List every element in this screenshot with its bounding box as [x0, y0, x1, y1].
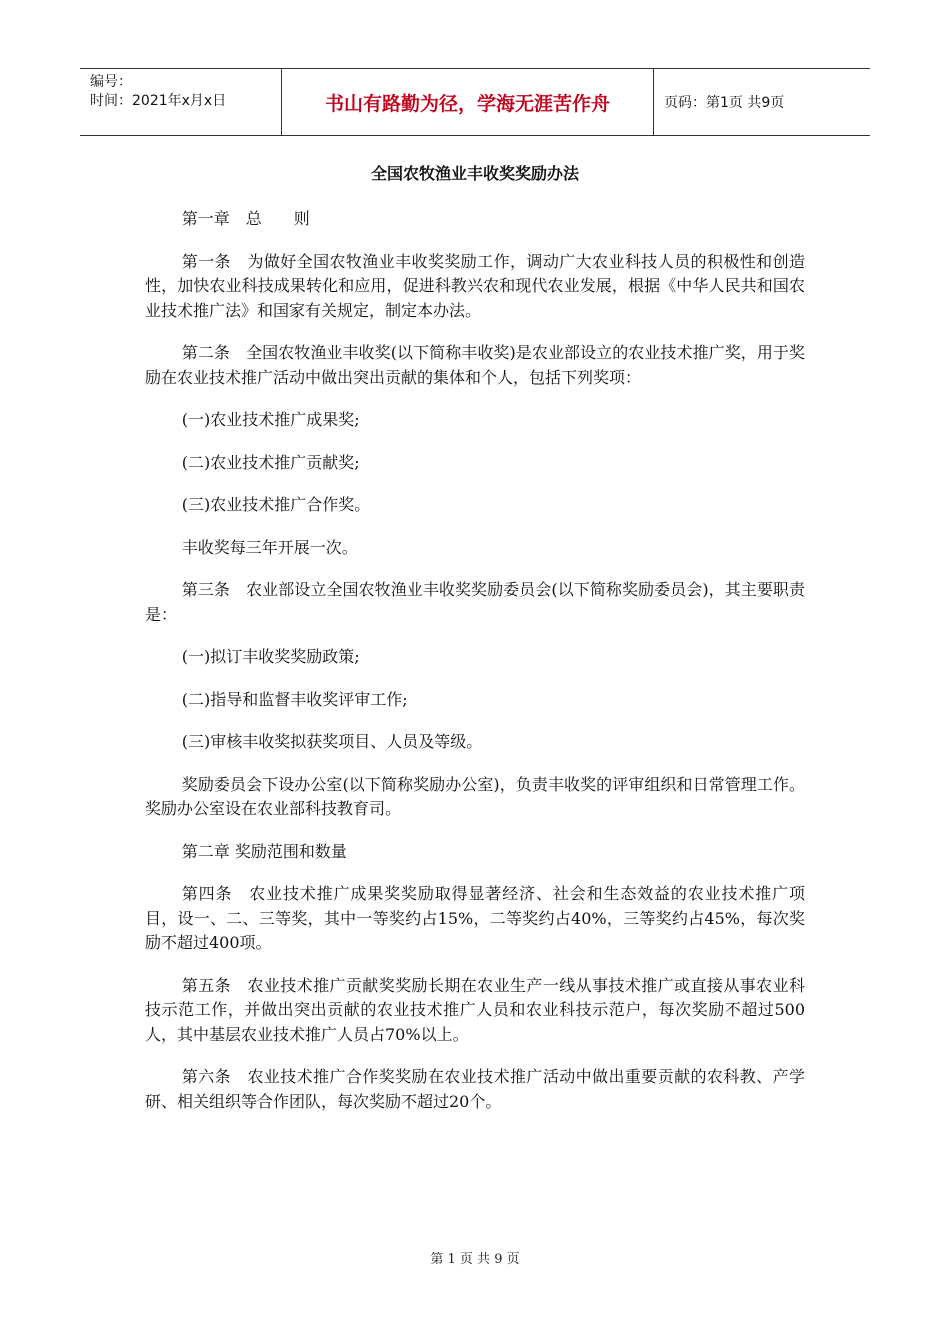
paragraph: 奖励委员会下设办公室(以下简称奖励办公室)，负责丰收奖的评审组织和日常管理工作。奖励办公室设在农业部科技教育司。 — [145, 774, 805, 818]
paragraph: 丰收奖每三年开展一次。 — [181, 537, 358, 557]
paragraph: 第一章 总 则 — [181, 209, 310, 228]
number-label: 编号： — [90, 74, 132, 90]
paragraph: 第二章 奖励范围和数量 — [181, 841, 347, 861]
paragraph: 第四条 农业技术推广成果奖奖励取得显著经济、社会和生态效益的农业技术推广项目，设一、二、三等奖，其中一等奖约占15%，二等奖约占40%，三等奖约占45%，每次奖励不超过400项。 — [145, 884, 805, 952]
paragraph: 第六条 农业技术推广合作奖奖励在农业技术推广活动中做出重要贡献的农科教、产学研、相关组织等合作团队，每次奖励不超过20个。 — [145, 1067, 805, 1111]
paragraph: (一)拟订丰收奖奖励政策; — [181, 647, 360, 666]
paragraph: (三)农业技术推广合作奖。 — [181, 495, 371, 514]
paragraph: (二)农业技术推广贡献奖; — [181, 452, 360, 472]
header-meta-cell — [80, 69, 282, 135]
paragraph: (三)审核丰收奖拟获奖项目、人员及等级。 — [181, 732, 483, 751]
paragraph: 第一条 为做好全国农牧渔业丰收奖奖励工作，调动广大农业科技人员的积极性和创造性，加快农业科技成果转化和应用，促进科教兴农和现代农业发展，根据《中华人民共和国农业技术推广法》和国家有关规定，制定本办法。 — [145, 251, 805, 320]
paragraph: 第二条 全国农牧渔业丰收奖(以下简称丰收奖)是农业部设立的农业技术推广奖，用于奖励在农业技术推广活动中做出突出贡献的集体和个人，包括下列奖项： — [145, 343, 805, 387]
document-header — [80, 68, 870, 136]
paragraph: (一)农业技术推广成果奖; — [181, 410, 360, 429]
paragraph: 第五条 农业技术推广贡献奖奖励长期在农业生产一线从事技术推广或直接从事农业科技示范工作，并做出突出贡献的农业技术推广人员和农业科技示范户，每次奖励不超过500人，其中基层农业技术推广人员占70%以上。 — [145, 975, 805, 1044]
header-page-info: 页码：第1页 共9页 — [664, 95, 785, 111]
page-footer: 第 1 页 共 9 页 — [430, 1252, 520, 1267]
header-motto: 书山有路勤为径，学海无涯苦作舟 — [282, 69, 654, 135]
document-title: 全国农牧渔业丰收奖奖励办法 — [370, 164, 579, 183]
paragraph: 第三条 农业部设立全国农牧渔业丰收奖奖励委员会(以下简称奖励委员会)，其主要职责是： — [145, 580, 805, 624]
time-label: 时间：2021年x月x日 — [90, 93, 227, 109]
document-body — [145, 207, 805, 1132]
paragraph: (二)指导和监督丰收奖评审工作; — [181, 689, 408, 709]
